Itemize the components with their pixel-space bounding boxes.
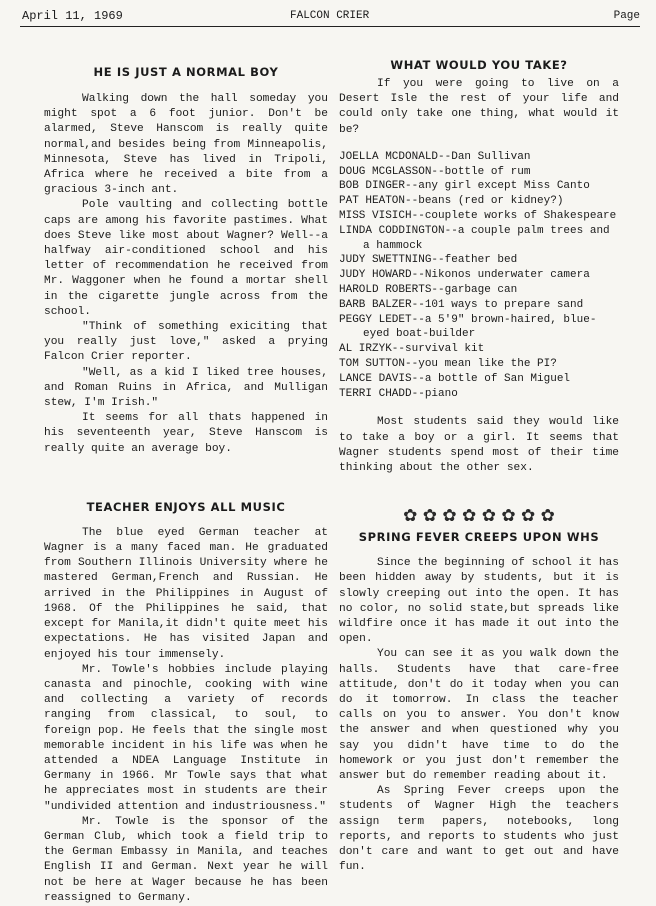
page-label: Page — [613, 10, 640, 22]
article-normal-boy — [44, 65, 328, 457]
paragraph: You can see it as you walk down the halls. Students have that care-free attitude, don't do it today when you can do it tomorrow. In class the teacher calls on you to answer. You don't know the answer and when questioned why you say you didn't have time to do the homework or you just don't remember the answer but do remember reading about it. — [339, 648, 619, 783]
list-item: BARB BALZER--101 ways to prepare sand — [339, 298, 584, 311]
paragraph: "Well, as a kid I liked tree houses, and Roman Ruins in Africa, and Mulligan stew, I'm Irish." — [44, 366, 328, 410]
right-column — [339, 34, 619, 875]
list-item: HAROLD ROBERTS--garbage can — [339, 283, 518, 296]
list-item: BOB DINGER--any girl except Miss Canto — [339, 180, 590, 193]
paragraph: As Spring Fever creeps upon the students of Wagner High the teachers assign term papers, notebooks, long reports, and reports to students who just don't care and want to get out and have fun. — [339, 785, 619, 874]
list-item: LINDA CODDINGTON--a couple palm trees and a hammock — [339, 224, 610, 252]
intro-paragraph: If you were going to live on a Desert Isle the rest of your life and could only take one thing, what would it be? — [339, 78, 619, 136]
list-item: TERRI CHADD--piano — [339, 387, 458, 400]
article-title: TEACHER ENJOYS ALL MUSIC — [86, 499, 286, 514]
list-item: DOUG MCGLASSON--bottle of rum — [339, 165, 531, 178]
paragraph: Mr. Towle is the sponsor of the German Club, which took a field trip to the German Embassy in Manila, and teaches English II and German. Next year he will not be here at Wager because he has been reassigned to Germany. — [44, 815, 328, 904]
article-title: HE IS JUST A NORMAL BOY — [93, 65, 279, 79]
list-item: JUDY HOWARD--Nikonos underwater camera — [339, 269, 590, 282]
article-title: WHAT WOULD YOU TAKE? — [390, 58, 568, 72]
paragraph: It seems for all thats happened in his seventeenth year, Steve Hanscom is really quite an average boy. — [44, 412, 328, 455]
list-item: LANCE DAVIS--a bottle of San Miguel — [339, 372, 571, 385]
list-item: JOELLA MCDONALD--Dan Sullivan — [339, 150, 531, 163]
paragraph: "Think of something exiciting that you really just love," asked a prying Falcon Crier reporter. — [44, 321, 328, 364]
article-title: SPRING FEVER CREEPS UPON WHS — [358, 530, 600, 545]
article-spring-fever — [339, 506, 619, 875]
issue-date: April 11, 1969 — [22, 9, 123, 23]
list-item: JUDY SWETTNING--feather bed — [339, 254, 518, 267]
list-item: PAT HEATON--beans (red or kidney?) — [339, 195, 564, 208]
paragraph: Since the beginning of school it has been hidden away by students, but it is slowly creeping out into the open. It has no color, no solid state,but spreads like wildfire once it has made it out into the open. — [339, 557, 619, 646]
answer-list — [339, 150, 619, 402]
article-what-would-you-take — [339, 58, 619, 476]
list-item: AL IRZYK--survival kit — [339, 343, 485, 356]
closing-paragraph: Most students said they would like to take a boy or a girl. It seems that Wagner students spend most of their time thinking about the other sex. — [339, 416, 619, 474]
paper-name: FALCON CRIER — [290, 10, 370, 22]
paragraph: Mr. Towle's hobbies include playing canasta and pinochle, cooking with wine and collecting a variety of records ranging from classical, to soul, to foreign pop. He feels that the single most memorable incident in his life was when he attended a NDEA Language Institute in Germany in 1966. Mr Towle says that what he appreciates most in students are their "undivided attention and industriousness." — [44, 663, 328, 813]
list-item: TOM SUTTON--you mean like the PI? — [339, 357, 557, 370]
list-item: MISS VISICH--couplete works of Shakespeare — [339, 210, 617, 222]
paragraph: Walking down the hall someday you might spot a 6 foot junior. Don't be alarmed, Steve Hanscom is really quite normal,and besides being from Minneapolis, Minnesota, Steve has lived in Tripoli, Africa where he received a bite from a gracious 3-inch ant. — [44, 93, 328, 197]
left-column — [44, 34, 328, 906]
paragraph: Pole vaulting and collecting bottle caps are among his favorite pastimes. What does Steve like most about Wagner? Well--a halfway air-conditioned school and his letter of recommendation he received from Mr. Waggoner when he found a mortar shell in the cigarette jungle across from the school. — [44, 199, 328, 318]
page-header — [20, 6, 640, 27]
list-item: PEGGY LEDET--a 5'9" brown-haired, blue-eyed boat-builder — [339, 313, 597, 341]
article-teacher — [44, 500, 328, 906]
paragraph: The blue eyed German teacher at Wagner is a many faced man. He graduated from Southern Illinois University where he mastered German,French and Russian. He arrived in the Philippines in August of 1968. Of the Philippines he said, that except for Manila,it didn't quite meet his expectations. He has visited Japan and enjoyed his tour immensely. — [44, 526, 328, 661]
flower-border-icon: ✿ ✿ ✿ ✿ ✿ ✿ ✿ ✿ — [403, 506, 555, 527]
